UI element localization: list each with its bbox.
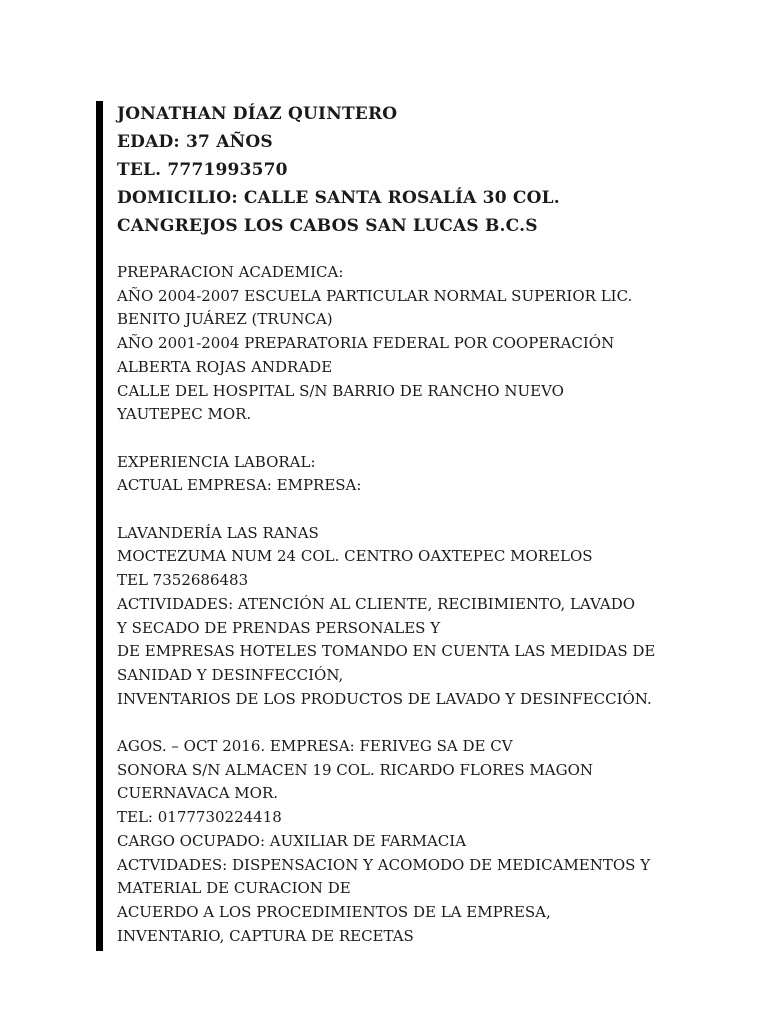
job-line: TEL: 0177730224418 <box>117 808 282 827</box>
left-border-bar <box>96 101 103 951</box>
job-line: SONORA S/N ALMACEN 19 COL. RICARDO FLORES MAGON <box>117 760 594 779</box>
education-line: ALBERTA ROJAS ANDRADE <box>117 357 333 376</box>
job-line: MATERIAL DE CURACION DE <box>117 879 351 898</box>
education-title: PREPARACION ACADEMICA: <box>117 263 344 281</box>
education-line: YAUTEPEC MOR. <box>117 405 252 424</box>
resume-header <box>117 100 757 240</box>
current-employer-line: ACTUAL EMPRESA: EMPRESA: <box>117 476 362 495</box>
experience-title: EXPERIENCIA LABORAL: <box>117 452 316 471</box>
job-line: TEL 7352686483 <box>117 571 249 590</box>
job-line: ACUERDO A LOS PROCEDIMIENTOS DE LA EMPRESA, <box>117 902 551 921</box>
resume-content <box>117 100 757 948</box>
job-line: INVENTARIO, CAPTURA DE RECETAS <box>117 926 414 945</box>
job-line: CARGO OCUPADO: AUXILIAR DE FARMACIA <box>117 831 467 850</box>
job-line: INVENTARIOS DE LOS PRODUCTOS DE LAVADO Y DESINFECCIÓN. <box>117 689 652 708</box>
applicant-address-line-1: DOMICILIO: CALLE SANTA ROSALÍA 30 COL. <box>117 188 560 208</box>
applicant-age: EDAD: 37 AÑOS <box>117 132 273 152</box>
job-line: CUERNAVACA MOR. <box>117 784 279 803</box>
job-line: Y SECADO DE PRENDAS PERSONALES Y <box>117 618 441 637</box>
education-section <box>117 261 757 427</box>
job-line: ACTVIDADES: DISPENSACION Y ACOMODO DE MEDICAMENTOS Y <box>117 855 651 874</box>
education-line: BENITO JUÁREZ (TRUNCA) <box>117 310 333 329</box>
job-line: DE EMPRESAS HOTELES TOMANDO EN CUENTA LAS MEDIDAS DE <box>117 642 656 661</box>
job-line: ACTIVIDADES: ATENCIÓN AL CLIENTE, RECIBIMIENTO, LAVADO <box>117 594 636 613</box>
applicant-name: JONATHAN DÍAZ QUINTERO <box>117 104 398 124</box>
job-entry-2 <box>117 735 757 948</box>
education-line: CALLE DEL HOSPITAL S/N BARRIO DE RANCHO NUEVO <box>117 381 564 400</box>
applicant-phone: TEL. 7771993570 <box>117 160 288 180</box>
education-line: AÑO 2004-2007 ESCUELA PARTICULAR NORMAL SUPERIOR LIC. <box>117 286 633 305</box>
job-line: MOCTEZUMA NUM 24 COL. CENTRO OAXTEPEC MORELOS <box>117 547 593 566</box>
education-line: AÑO 2001-2004 PREPARATORIA FEDERAL POR COOPERACIÓN <box>117 334 615 353</box>
experience-section <box>117 451 757 949</box>
job-entry-1 <box>117 522 757 712</box>
applicant-address-line-2: CANGREJOS LOS CABOS SAN LUCAS B.C.S <box>117 216 538 236</box>
job-line: AGOS. – OCT 2016. EMPRESA: FERIVEG SA DE CV <box>117 737 513 756</box>
job-line: SANIDAD Y DESINFECCIÓN, <box>117 665 344 684</box>
job-line: LAVANDERÍA LAS RANAS <box>117 523 319 542</box>
